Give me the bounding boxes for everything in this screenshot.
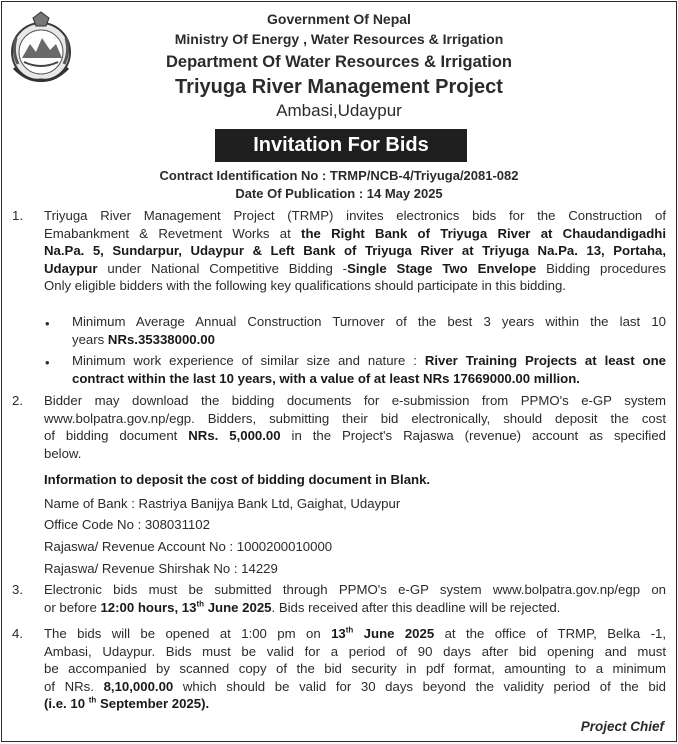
item-number: 3.	[12, 582, 23, 597]
header-department: Department Of Water Resources & Irrigation	[166, 53, 512, 71]
header-location: Ambasi,Udaypur	[276, 101, 402, 120]
qualification-turnover: Minimum Average Annual Construction Turnover of the best 3 years within the last 10 years NRs.35338000.00	[72, 314, 666, 347]
item-2-text: Bidder may download the bidding documents for e-submission from PPMO's e-GP system www.bolpatra.gov.np/egp. Bidders, submitting their bid electronically, should deposit the cost of bidding document NRs. 5,000.00 in the Project's Rajaswa (revenue) account as specified below.	[44, 393, 667, 461]
item-4-text: The bids will be opened at 1:00 pm on 13th June 2025 at the office of TRMP, Belka -1, Ambasi, Udaypur. Bids must be valid for a period of 90 days after bid opening and must be accompanied by scanned copy of the bid security in pdf format, amounting to a minimum of NRs. 8,10,000.00 which should be valid for 30 days beyond the validity period of the bid (i.e. 10 $^{th}$ September 2025).	[44, 625, 666, 712]
header-ministry: Ministry Of Energy , Water Resources & Irrigation	[174, 31, 504, 47]
bullet-icon: •	[45, 316, 50, 331]
header-government: Government Of Nepal	[267, 11, 411, 27]
bid-notice	[1, 1, 677, 742]
office-code: Office Code No : 308031102	[44, 517, 210, 532]
invitation-banner: Invitation For Bids	[215, 129, 467, 162]
revenue-shirshak: Rajaswa/ Revenue Shirshak No : 14229	[44, 561, 278, 576]
header-project: Triyuga River Management Project	[175, 76, 503, 98]
item-number: 1.	[12, 208, 23, 223]
bullet-icon: •	[45, 355, 50, 370]
item-3-text: Electronic bids must be submitted through PPMO's e-GP system www.bolpatra.gov.np/egp on or before 12:00 hours, 13th June 2025. Bids received after this deadline will be rejected.	[44, 582, 666, 615]
qualification-experience: Minimum work experience of similar size and nature : River Training Projects at least one contract within the last 10 years, with a value of at least NRs 17669000.00 million.	[72, 353, 667, 386]
item-1-text: Triyuga River Management Project (TRMP) invites electronics bids for the Construction of Emabankment & Revetment Works at the Right Bank of Triyuga River at Chaudandigadhi Na.Pa. 5, Sundarpur, Udaypur & Left Bank of Triyuga River at Triyuga Na.Pa. 13, Portaha, Udaypur under National Competitive Bidding -Single Stage Two Envelope Bidding procedures Only eligible bidders with the following key qualifications should participate in this bidding.	[44, 208, 666, 294]
revenue-account: Rajaswa/ Revenue Account No : 1000200010000	[44, 539, 333, 554]
item-number: 4.	[12, 626, 23, 641]
signature-project-chief: Project Chief	[580, 719, 664, 734]
bank-name: Name of Bank : Rastriya Banijya Bank Ltd, Gaighat, Udaypur	[44, 496, 401, 511]
contract-id: Contract Identification No : TRMP/NCB-4/Triyuga/2081-082	[159, 168, 519, 183]
deposit-info-title: Information to deposit the cost of bidding document in Blank.	[44, 472, 431, 487]
item-number: 2.	[12, 393, 23, 408]
publication-date: Date Of Publication : 14 May 2025	[235, 186, 443, 201]
